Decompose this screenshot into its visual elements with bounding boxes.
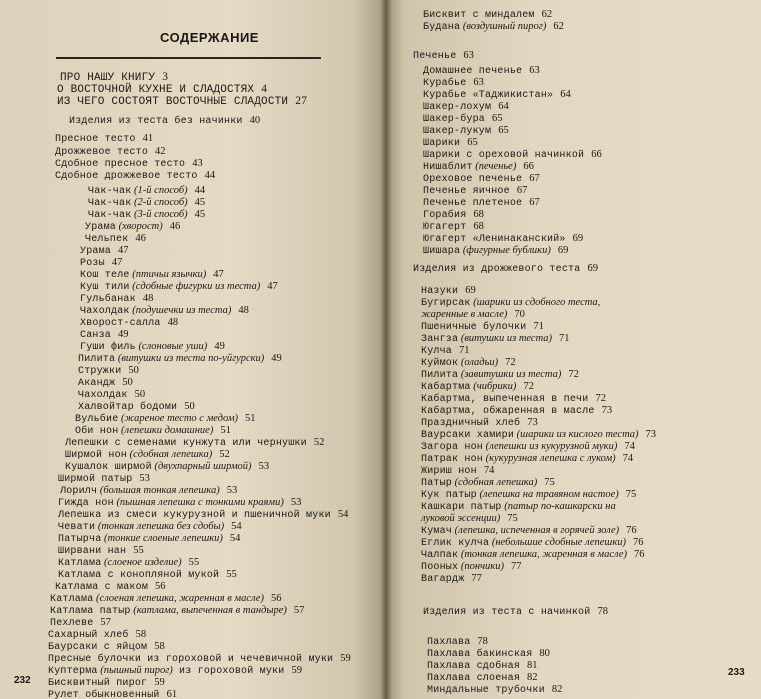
entry-title: Ширмой нон: [65, 450, 128, 461]
entry-subtitle: (слоеная лепешка, жаренная в масле): [93, 593, 265, 604]
left-toc-entry: [55, 133, 153, 146]
entry-subtitle: (двухпарный ширмой): [151, 461, 252, 472]
entry-title: Чак-чак: [88, 198, 132, 209]
entry-page-number: 78: [597, 606, 608, 617]
entry-page-number: 55: [133, 545, 144, 556]
left-toc-entry: [55, 170, 215, 183]
entry-page-number: 52: [219, 449, 230, 460]
entry-page-number: 58: [135, 629, 147, 640]
entry-title: Ширмой патыр: [58, 474, 133, 485]
entry-title: Катлама патыр: [50, 606, 131, 617]
entry-title: Курабье: [423, 78, 467, 89]
entry-page-number: 76: [633, 537, 644, 548]
entry-page-number: 62: [553, 21, 564, 32]
entry-page-number: 75: [507, 513, 518, 524]
entry-title: Вагардж: [421, 574, 465, 585]
right-toc-entry: [413, 263, 598, 276]
entry-page-number: 80: [539, 648, 550, 659]
entry-page-number: 41: [142, 133, 154, 144]
entry-page-number: 70: [514, 309, 525, 320]
entry-title: Чахолдак: [78, 390, 128, 401]
entry-title: Курабье «Таджикистан»: [423, 90, 554, 101]
entry-subtitle: (завитушки из теста): [458, 369, 562, 380]
entry-page-number: 67: [516, 185, 528, 196]
entry-subtitle: (птичьи язычки): [129, 269, 207, 280]
entry-page-number: 64: [498, 101, 509, 112]
entry-subtitle: (сдобная лепешка): [452, 477, 538, 488]
entry-page-number: 50: [184, 401, 195, 412]
entry-title: Зангза: [421, 334, 459, 345]
entry-page-number: 55: [226, 569, 237, 580]
entry-subtitle: (катлама, выпеченная в тандыре): [130, 605, 287, 616]
entry-page-number: 75: [544, 477, 555, 488]
entry-title: Бугирсак: [421, 298, 471, 309]
entry-page-number: 52: [313, 437, 325, 448]
entry-page-number: 47: [213, 269, 224, 280]
entry-title: Розы: [80, 258, 105, 269]
entry-page-number: 54: [231, 521, 242, 532]
entry-subtitle: (хворост): [116, 221, 163, 232]
entry-title: Ореховое печенье: [423, 174, 523, 185]
entry-subtitle: (сдобная лепешка): [127, 449, 213, 460]
entry-title: Чевати: [58, 522, 96, 533]
entry-subtitle: (пончики): [458, 561, 504, 572]
entry-title: Ширвани нан: [58, 546, 127, 557]
entry-subtitle: (шарики из сдобного теста,: [470, 297, 601, 308]
entry-title: Лорилч: [60, 486, 98, 497]
right-page-number: 233: [728, 667, 745, 678]
entry-title: Рулет обыкновенный: [48, 690, 160, 699]
entry-title: Шишара: [423, 246, 461, 257]
entry-title: Пахлава сдобная: [427, 661, 521, 672]
entry-title: Пресные булочки из гороховой и чечевичной муки: [48, 654, 334, 665]
entry-page-number: 63: [473, 77, 484, 88]
entry-page-number: 48: [142, 293, 154, 304]
entry-page-number: 47: [111, 257, 123, 268]
entry-subtitle: (слоновые уши): [135, 341, 208, 352]
entry-page-number: 61: [166, 689, 178, 699]
entry-title: Катлама с конопляной мукой: [58, 570, 220, 581]
entry-subtitle: (пышный пирог): [97, 665, 173, 676]
entry-title: Пресное тесто: [55, 134, 136, 145]
entry-page-number: 57: [100, 617, 111, 628]
entry-page-number: 66: [591, 149, 602, 160]
entry-title: Праздничный хлеб: [421, 418, 521, 429]
entry-title: Сдобное дрожжевое тесто: [55, 171, 198, 182]
right-toc-entry: [421, 573, 482, 586]
entry-page-number: 47: [267, 281, 278, 292]
entry-page-number: 49: [271, 353, 282, 364]
right-toc-entry: [423, 245, 568, 258]
entry-page-number: 49: [214, 341, 225, 352]
entry-title: Еглик кулча: [421, 538, 490, 549]
entry-page-number: 46: [135, 233, 146, 244]
entry-title: ПРО НАШУ КНИГУ: [60, 72, 156, 84]
entry-page-number: 54: [229, 533, 241, 544]
entry-title: Гульбанак: [80, 294, 136, 305]
entry-title: Жириш нон: [421, 466, 477, 477]
right-toc-entry: [413, 50, 474, 63]
entry-title: Кабартма, обжаренная в масле: [421, 406, 595, 417]
entry-title: Пшеничные булочки: [421, 322, 527, 333]
entry-subtitle: (большая тонкая лепешка): [97, 485, 220, 496]
entry-subtitle: (витушки из теста): [458, 333, 553, 344]
entry-page-number: 74: [622, 453, 634, 464]
entry-title: Чак-чак: [88, 210, 132, 221]
entry-page-number: 72: [568, 369, 579, 380]
entry-page-number: 3: [162, 71, 169, 83]
entry-page-number: 59: [154, 677, 165, 688]
entry-title: Куптерма: [48, 666, 98, 677]
entry-title: Оби нон: [75, 426, 119, 437]
entry-page-number: 69: [465, 285, 476, 296]
entry-title: Печенье яичное: [423, 186, 510, 197]
entry-title: Сдобное пресное тесто: [55, 159, 186, 170]
right-toc-entry: [423, 606, 608, 619]
entry-page-number: 73: [527, 417, 538, 428]
entry-subtitle: (фигурные бублики): [460, 245, 551, 256]
entry-title: Бисквит с миндалем: [423, 10, 535, 21]
entry-title: Ваурсаки хамири: [421, 430, 515, 441]
right-toc-entry: [421, 513, 518, 525]
entry-page-number: 59: [340, 653, 351, 664]
entry-page-number: 42: [155, 146, 166, 157]
entry-page-number: 57: [293, 605, 305, 616]
entry-page-number: 50: [128, 365, 139, 376]
entry-page-number: 51: [220, 425, 231, 436]
entry-subtitle: (подушечки из теста): [129, 305, 232, 316]
entry-title: Халвойтар бодоми: [78, 402, 178, 413]
entry-subtitle: (сдобные фигурки из теста): [129, 281, 261, 292]
entry-page-number: 69: [557, 245, 569, 256]
entry-subtitle: (лепешки из кукурузной муки): [483, 441, 618, 452]
entry-subtitle: (воздушный пирог): [460, 21, 547, 32]
entry-title: Кош теле: [80, 270, 130, 281]
entry-subtitle: (1-й способ): [131, 185, 188, 196]
entry-page-number: 53: [290, 497, 302, 508]
entry-page-number: 73: [601, 405, 613, 416]
entry-subtitle: (тонкая лепешка, жаренная в масле): [458, 549, 628, 560]
entry-page-number: 44: [194, 185, 206, 196]
entry-title: Патрак нон: [421, 454, 484, 465]
entry-page-number: 45: [194, 209, 206, 220]
entry-page-number: 49: [118, 329, 129, 340]
entry-subtitle: (слоеное изделие): [101, 557, 182, 568]
entry-title: Гижда нон: [58, 498, 114, 509]
entry-page-number: 63: [529, 65, 540, 76]
entry-page-number: 50: [134, 389, 146, 400]
right-toc-entry: [421, 309, 525, 321]
entry-title: Домашнее печенье: [423, 66, 523, 77]
entry-title: Шарики с ореховой начинкой: [423, 150, 585, 161]
entry-title: Кулча: [421, 346, 453, 357]
entry-title: ИЗ ЧЕГО СОСТОЯТ ВОСТОЧНЫЕ СЛАДОСТИ: [57, 96, 289, 108]
entry-title: Катлама с маком: [55, 582, 149, 593]
entry-page-number: 53: [226, 485, 238, 496]
entry-page-number: 50: [122, 377, 133, 388]
entry-title: Кашкари патыр: [421, 502, 502, 513]
entry-title: О ВОСТОЧНОЙ КУХНЕ И СЛАДОСТЯХ: [57, 84, 255, 96]
entry-subtitle: (шарики из кислого теста): [514, 429, 639, 440]
entry-page-number: 67: [529, 197, 540, 208]
entry-title: Миндальные трубочки: [427, 685, 545, 696]
entry-title: Чалпак: [421, 550, 459, 561]
entry-page-number: 44: [204, 170, 216, 181]
entry-title: Пахлава слоеная: [427, 673, 521, 684]
entry-page-number: 40: [249, 115, 261, 126]
entry-page-number: 27: [295, 95, 308, 107]
entry-title: Хворост-салла: [80, 318, 161, 329]
entry-title: Шакер-лохум: [423, 102, 492, 113]
entry-subtitle: (лепешка, испеченная в горячей золе): [452, 525, 620, 536]
entry-page-number: 46: [169, 221, 181, 232]
entry-title: Акандж: [78, 378, 116, 389]
entry-page-number: 68: [473, 209, 484, 220]
entry-page-number: 62: [541, 9, 553, 20]
entry-title: Югагерт: [423, 222, 467, 233]
entry-page-number: 43: [192, 158, 203, 169]
entry-page-number: 53: [139, 473, 150, 484]
entry-page-number: 78: [477, 636, 488, 647]
entry-page-number: 71: [533, 321, 544, 332]
entry-title: Урама: [85, 222, 117, 233]
entry-title: Пахлава: [427, 637, 471, 648]
entry-title: Чахолдак: [80, 306, 130, 317]
entry-page-number: 69: [572, 233, 584, 244]
entry-title: Гуши филь: [80, 342, 136, 353]
entry-page-number: 51: [245, 413, 256, 424]
entry-subtitle: (тонкие слоеные лепешки): [101, 533, 223, 544]
left-toc-entry: [48, 689, 177, 699]
entry-title: Будана: [423, 22, 461, 33]
entry-title: Кабартма, выпеченная в печи: [421, 394, 589, 405]
entry-title: Урама: [80, 246, 112, 257]
entry-subtitle: (тонкая лепешка без сдобы): [95, 521, 225, 532]
entry-page-number: 48: [238, 305, 249, 316]
entry-title: Вульбие: [75, 414, 119, 425]
entry-page-number: 69: [587, 263, 598, 274]
entry-page-number: 66: [523, 161, 534, 172]
entry-subtitle: (жареное тесто с медом): [118, 413, 239, 424]
entry-title: Изделия из теста с начинкой: [423, 607, 591, 618]
entry-page-number: 74: [483, 465, 495, 476]
entry-page-number: 56: [271, 593, 282, 604]
entry-title: Пилита: [78, 354, 116, 365]
entry-subtitle: (витушки из теста по-уйгурски): [115, 353, 265, 364]
entry-page-number: 4: [261, 83, 268, 95]
entry-title: Кушалок ширмой: [65, 462, 152, 473]
entry-page-number: 76: [634, 549, 645, 560]
left-toc-entry: [69, 115, 260, 128]
entry-title: Горабия: [423, 210, 467, 221]
entry-title: Катлама: [58, 558, 102, 569]
entry-page-number: 59: [291, 665, 302, 676]
entry-subtitle: (2-й способ): [131, 197, 188, 208]
left-page-number: 232: [14, 675, 31, 686]
entry-title: Шакер-бура: [423, 114, 486, 125]
entry-page-number: 65: [498, 125, 509, 136]
entry-page-number: 72: [595, 393, 606, 404]
entry-page-number: 76: [626, 525, 637, 536]
entry-title: Печенье: [413, 51, 457, 62]
entry-title: Чельпек: [85, 234, 129, 245]
entry-page-number: 67: [529, 173, 540, 184]
entry-title: Санза: [80, 330, 112, 341]
entry-subtitle: жаренные в масле): [421, 309, 508, 320]
entry-page-number: 82: [551, 684, 563, 695]
entry-title: Печенье плетеное: [423, 198, 523, 209]
entry-page-number: 68: [473, 221, 484, 232]
entry-page-number: 73: [645, 429, 657, 440]
entry-subtitle: (пышная лепешка с тонкими краями): [113, 497, 284, 508]
entry-page-number: 55: [188, 557, 200, 568]
entry-page-number: 64: [560, 89, 571, 100]
entry-title: Пооных: [421, 562, 459, 573]
entry-title-tail: из гороховой муки: [172, 666, 285, 677]
entry-title: Пахлава бакинская: [427, 649, 533, 660]
entry-title: Патыр: [421, 478, 453, 489]
entry-title: Дрожжевое тесто: [55, 147, 149, 158]
entry-page-number: 77: [471, 573, 482, 584]
entry-title: Пехлеве: [50, 618, 94, 629]
entry-title: Шарики: [423, 138, 461, 149]
entry-page-number: 71: [559, 333, 570, 344]
entry-title: Чак-чак: [88, 186, 132, 197]
entry-subtitle: (печенье): [472, 161, 517, 172]
entry-page-number: 65: [467, 137, 478, 148]
entry-subtitle: (лепешка на травяном настое): [476, 489, 619, 500]
entry-page-number: 54: [337, 509, 349, 520]
entry-page-number: 53: [258, 461, 270, 472]
entry-subtitle: (оладьи): [458, 357, 499, 368]
entry-title: Баурсаки с яйцом: [48, 642, 148, 653]
entry-page-number: 77: [510, 561, 522, 572]
entry-subtitle: (чибрики): [470, 381, 517, 392]
left-toc-entry: [57, 95, 307, 108]
title-underline: [56, 57, 321, 59]
entry-title: Пилита: [421, 370, 459, 381]
entry-page-number: 47: [118, 245, 129, 256]
entry-page-number: 81: [527, 660, 538, 671]
entry-title: Кабартма: [421, 382, 471, 393]
entry-subtitle: (лепешки домашние): [118, 425, 214, 436]
entry-title: Лепешка из смеси кукурузной и пшеничной муки: [58, 510, 331, 521]
entry-subtitle: (кукурузная лепешка с луком): [483, 453, 616, 464]
entry-title: Изделия из дрожжевого теста: [413, 264, 581, 275]
entry-page-number: 48: [167, 317, 179, 328]
entry-title: Патырча: [58, 534, 102, 545]
right-toc-entry: [423, 21, 564, 34]
entry-title: Куш тили: [80, 282, 130, 293]
page-title: СОДЕРЖАНИЕ: [160, 30, 259, 45]
entry-title: Сахарный хлеб: [48, 630, 129, 641]
right-toc-entry: [427, 684, 562, 697]
entry-page-number: 63: [463, 50, 474, 61]
entry-title: Бисквитный пирог: [48, 678, 148, 689]
entry-page-number: 58: [154, 641, 165, 652]
entry-page-number: 72: [523, 381, 534, 392]
entry-title: Стружки: [78, 366, 122, 377]
entry-title: Назуки: [421, 286, 459, 297]
entry-title: Нишаблит: [423, 162, 473, 173]
entry-title: Загора нон: [421, 442, 484, 453]
entry-page-number: 82: [527, 672, 538, 683]
entry-title: Изделия из теста без начинки: [69, 116, 243, 127]
entry-subtitle: (патыр по-кашкарски на: [501, 501, 616, 512]
entry-title: Куймок: [421, 358, 459, 369]
entry-title: Кумач: [421, 526, 453, 537]
entry-page-number: 71: [459, 345, 470, 356]
entry-title: Катлама: [50, 594, 94, 605]
entry-subtitle: луковой эссенции): [421, 513, 501, 524]
entry-page-number: 72: [505, 357, 516, 368]
right-page: [385, 0, 761, 699]
entry-title: Шакер-лукум: [423, 126, 492, 137]
entry-title: Кук патыр: [421, 490, 477, 501]
entry-page-number: 45: [194, 197, 206, 208]
entry-subtitle: (3-й способ): [131, 209, 188, 220]
entry-title: Лепешки с семенами кунжута или чернушки: [65, 438, 307, 449]
entry-page-number: 56: [155, 581, 166, 592]
entry-page-number: 74: [624, 441, 635, 452]
entry-title: Югагерт «Ленинаканский»: [423, 234, 566, 245]
book-gutter: [380, 0, 392, 699]
entry-page-number: 65: [492, 113, 503, 124]
entry-page-number: 75: [625, 489, 637, 500]
entry-subtitle: (небольшие сдобные лепешки): [489, 537, 626, 548]
